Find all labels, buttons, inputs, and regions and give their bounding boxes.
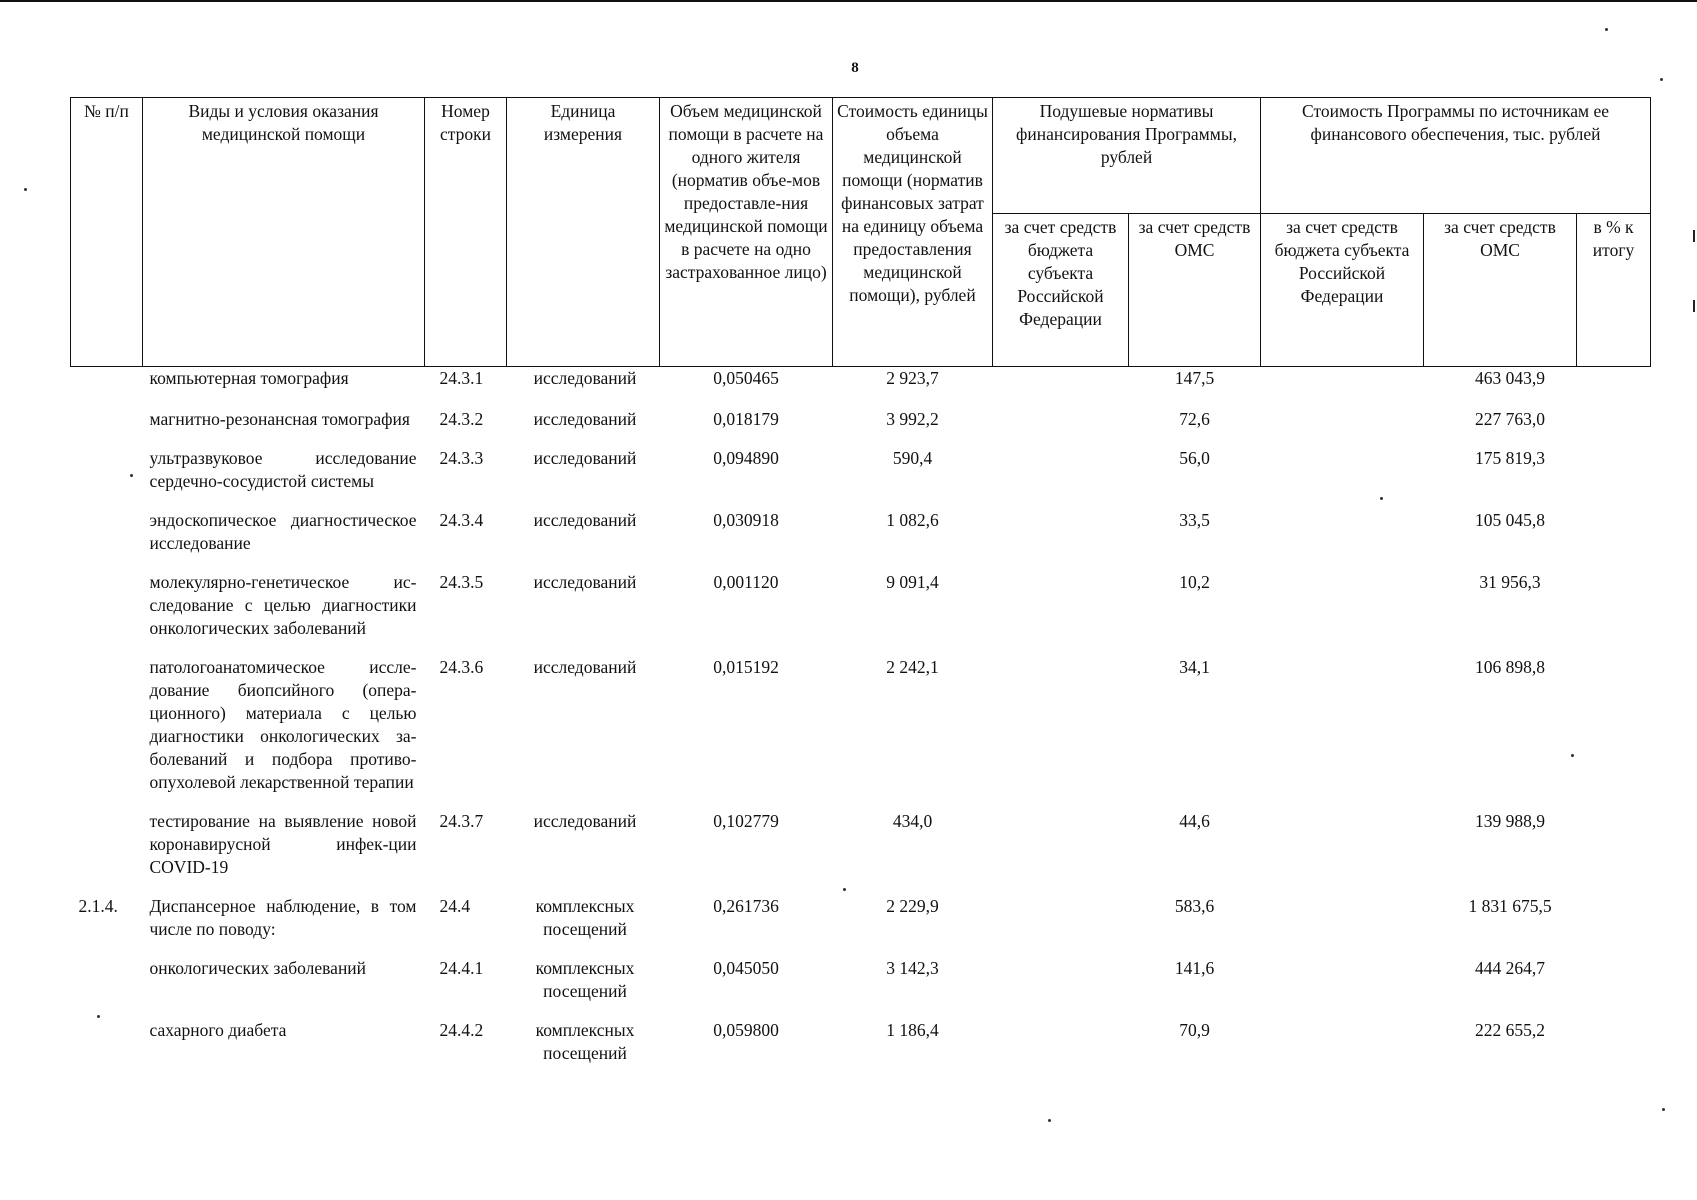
- header-volume: Объем медицинской помощи в расчете на одного жителя (норматив объе-мов предоставле-ния медицинской помощи в расчете на одно застрахованное лицо): [660, 98, 833, 367]
- cell-line: 24.3.3: [439, 448, 484, 468]
- cell-prog-budget: [1261, 1017, 1424, 1079]
- cell-pc-oms: 56,0: [1179, 448, 1210, 468]
- cell-no: [71, 808, 143, 893]
- program-cost-table: [70, 97, 1651, 1079]
- cell-prog-oms: 106 898,8: [1475, 657, 1545, 677]
- header-program-oms: за счет средств ОМС: [1424, 214, 1577, 367]
- cell-pc-oms: 70,9: [1179, 1020, 1210, 1040]
- cell-no: [71, 654, 143, 808]
- table-row: [71, 367, 1651, 407]
- cell-prog-oms: 175 819,3: [1475, 448, 1545, 468]
- cell-prog-oms: 105 045,8: [1475, 510, 1545, 530]
- cell-unit: исследований: [533, 572, 637, 592]
- cell-pc-budget: [993, 808, 1129, 893]
- cell-prog-budget: [1261, 445, 1424, 507]
- scan-speck: [24, 188, 27, 191]
- cell-pc-oms: 34,1: [1179, 657, 1210, 677]
- table-row: [71, 507, 1651, 569]
- cell-pc-budget: [993, 893, 1129, 955]
- cell-name: патологоанатомическое иссле-дование биопсийного (опера-ционного) материала с целью диагностики онкологических за-болеваний и подбора противо-опухолевой лекарственной терапии: [149, 657, 417, 792]
- cell-unit: исследований: [533, 510, 637, 530]
- cell-pc-oms: 72,6: [1179, 409, 1210, 429]
- page-number: 8: [851, 60, 859, 76]
- cell-name: онкологических заболеваний: [149, 958, 367, 978]
- cell-pc-budget: [993, 1017, 1129, 1079]
- cell-cost: 2 242,1: [886, 657, 939, 677]
- cell-line: 24.4.1: [439, 958, 484, 978]
- cell-percent: [1577, 955, 1651, 1017]
- scan-edge-mark: [1693, 300, 1695, 312]
- cell-no: [71, 367, 143, 407]
- cell-prog-budget: [1261, 507, 1424, 569]
- cell-cost: 9 091,4: [886, 572, 939, 592]
- cell-volume: 0,059800: [713, 1020, 779, 1040]
- cell-volume: 0,050465: [713, 368, 779, 388]
- cell-percent: [1577, 1017, 1651, 1079]
- cell-prog-budget: [1261, 955, 1424, 1017]
- header-per-capita: Подушевые нормативы финансирования Программы, рублей: [993, 98, 1261, 214]
- cell-cost: 2 923,7: [886, 368, 939, 388]
- header-no: № п/п: [71, 98, 143, 367]
- cell-percent: [1577, 406, 1651, 445]
- cell-cost: 434,0: [892, 811, 933, 831]
- cell-prog-budget: [1261, 569, 1424, 654]
- cell-name: Диспансерное наблюдение, в том числе по поводу:: [149, 896, 417, 939]
- cell-unit: комплексных посещений: [535, 1020, 635, 1063]
- cell-percent: [1577, 569, 1651, 654]
- cell-volume: 0,030918: [713, 510, 779, 530]
- header-cost: Стоимость единицы объема медицинской помощи (норматив финансовых затрат на единицу объема предоставления медицинской помощи), рублей: [833, 98, 993, 367]
- cell-name: компьютерная томография: [149, 368, 349, 388]
- cell-pc-oms: 141,6: [1174, 958, 1215, 978]
- cell-cost: 1 186,4: [886, 1020, 939, 1040]
- table-row: [71, 955, 1651, 1017]
- cell-prog-oms: 444 264,7: [1475, 958, 1545, 978]
- cell-line: 24.3.7: [439, 811, 484, 831]
- cell-cost: 2 229,9: [886, 896, 939, 916]
- header-program-budget: за счет средств бюджета субъекта Российской Федерации: [1261, 214, 1424, 367]
- cell-name: сахарного диабета: [149, 1020, 287, 1040]
- scan-speck: [1048, 1119, 1051, 1122]
- cell-pc-budget: [993, 367, 1129, 407]
- cell-percent: [1577, 893, 1651, 955]
- cell-line: 24.3.6: [439, 657, 484, 677]
- header-program-percent: в % к итогу: [1577, 214, 1651, 367]
- cell-prog-oms: 227 763,0: [1475, 409, 1545, 429]
- cell-unit: комплексных посещений: [535, 896, 635, 939]
- header-unit: Единица измерения: [507, 98, 660, 367]
- cell-pc-budget: [993, 569, 1129, 654]
- cell-percent: [1577, 808, 1651, 893]
- cell-unit: исследований: [533, 368, 637, 388]
- table-row: [71, 808, 1651, 893]
- cell-volume: 0,001120: [713, 572, 779, 592]
- table-row: [71, 406, 1651, 445]
- cell-name: эндоскопическое диагностическое исследование: [149, 510, 417, 553]
- cell-no: [71, 569, 143, 654]
- scan-speck: [1662, 1108, 1665, 1111]
- header-kind: Виды и условия оказания медицинской помощи: [143, 98, 425, 367]
- header-per-capita-oms: за счет средств ОМС: [1129, 214, 1261, 367]
- cell-volume: 0,045050: [713, 958, 779, 978]
- cell-pc-oms: 44,6: [1179, 811, 1210, 831]
- cell-line: 24.3.5: [439, 572, 484, 592]
- cell-prog-budget: [1261, 406, 1424, 445]
- cell-pc-budget: [993, 445, 1129, 507]
- cell-pc-budget: [993, 406, 1129, 445]
- cell-volume: 0,015192: [713, 657, 779, 677]
- cell-no: [71, 406, 143, 445]
- cell-line: 24.3.2: [439, 409, 484, 429]
- cell-unit: исследований: [533, 657, 637, 677]
- cell-cost: 3 142,3: [886, 958, 939, 978]
- cell-pc-budget: [993, 654, 1129, 808]
- cell-line: 24.4.2: [439, 1020, 484, 1040]
- table-row: [71, 1017, 1651, 1079]
- cell-pc-budget: [993, 955, 1129, 1017]
- cell-prog-budget: [1261, 893, 1424, 955]
- scan-edge-mark: [1693, 230, 1695, 242]
- cell-pc-oms: 10,2: [1179, 572, 1210, 592]
- cell-line: 24.3.1: [439, 368, 484, 388]
- cell-volume: 0,018179: [713, 409, 779, 429]
- cell-no: [71, 1017, 143, 1079]
- cell-prog-budget: [1261, 808, 1424, 893]
- table-row: [71, 569, 1651, 654]
- cell-prog-oms: 139 988,9: [1475, 811, 1545, 831]
- cell-percent: [1577, 507, 1651, 569]
- table-row: [71, 654, 1651, 808]
- header-row-no: Номер строки: [425, 98, 507, 367]
- cell-no: 2.1.4.: [78, 896, 118, 916]
- cell-line: 24.4: [439, 896, 471, 916]
- scan-speck: [1605, 28, 1608, 31]
- cell-percent: [1577, 654, 1651, 808]
- cell-percent: [1577, 367, 1651, 407]
- top-border-line: [0, 0, 1697, 2]
- header-per-capita-budget: за счет средств бюджета субъекта Российской Федерации: [993, 214, 1129, 367]
- cell-volume: 0,102779: [713, 811, 779, 831]
- cell-pc-oms: 583,6: [1174, 896, 1215, 916]
- cell-name: магнитно-резонансная томография: [149, 409, 410, 429]
- cell-prog-oms: 463 043,9: [1475, 368, 1545, 388]
- cell-cost: 3 992,2: [886, 409, 939, 429]
- header-program-cost: Стоимость Программы по источникам ее финансового обеспечения, тыс. рублей: [1261, 98, 1651, 214]
- cell-no: [71, 955, 143, 1017]
- scan-speck: [1660, 78, 1663, 81]
- cell-cost: 590,4: [892, 448, 933, 468]
- cell-unit: комплексных посещений: [535, 958, 635, 1001]
- cell-no: [71, 507, 143, 569]
- cell-unit: исследований: [533, 409, 637, 429]
- cell-cost: 1 082,6: [886, 510, 939, 530]
- cell-prog-budget: [1261, 367, 1424, 407]
- cell-line: 24.3.4: [439, 510, 484, 530]
- cell-prog-oms: 222 655,2: [1475, 1020, 1545, 1040]
- cell-prog-oms: 1 831 675,5: [1468, 896, 1552, 916]
- cell-unit: исследований: [533, 811, 637, 831]
- cell-pc-oms: 147,5: [1174, 368, 1215, 388]
- cell-prog-oms: 31 956,3: [1479, 572, 1541, 592]
- cell-prog-budget: [1261, 654, 1424, 808]
- table-row: [71, 893, 1651, 955]
- cell-volume: 0,261736: [713, 896, 779, 916]
- cell-pc-budget: [993, 507, 1129, 569]
- cell-pc-oms: 33,5: [1179, 510, 1210, 530]
- cell-name: ультразвуковое исследование сердечно-сосудистой системы: [149, 448, 417, 491]
- cell-name: тестирование на выявление новой коронавирусной инфек-ции COVID-19: [149, 811, 417, 877]
- cell-no: [71, 445, 143, 507]
- cell-unit: исследований: [533, 448, 637, 468]
- cell-name: молекулярно-генетическое ис-следование с целью диагностики онкологических заболеваний: [149, 572, 417, 638]
- cell-percent: [1577, 445, 1651, 507]
- cell-volume: 0,094890: [713, 448, 779, 468]
- table-row: [71, 445, 1651, 507]
